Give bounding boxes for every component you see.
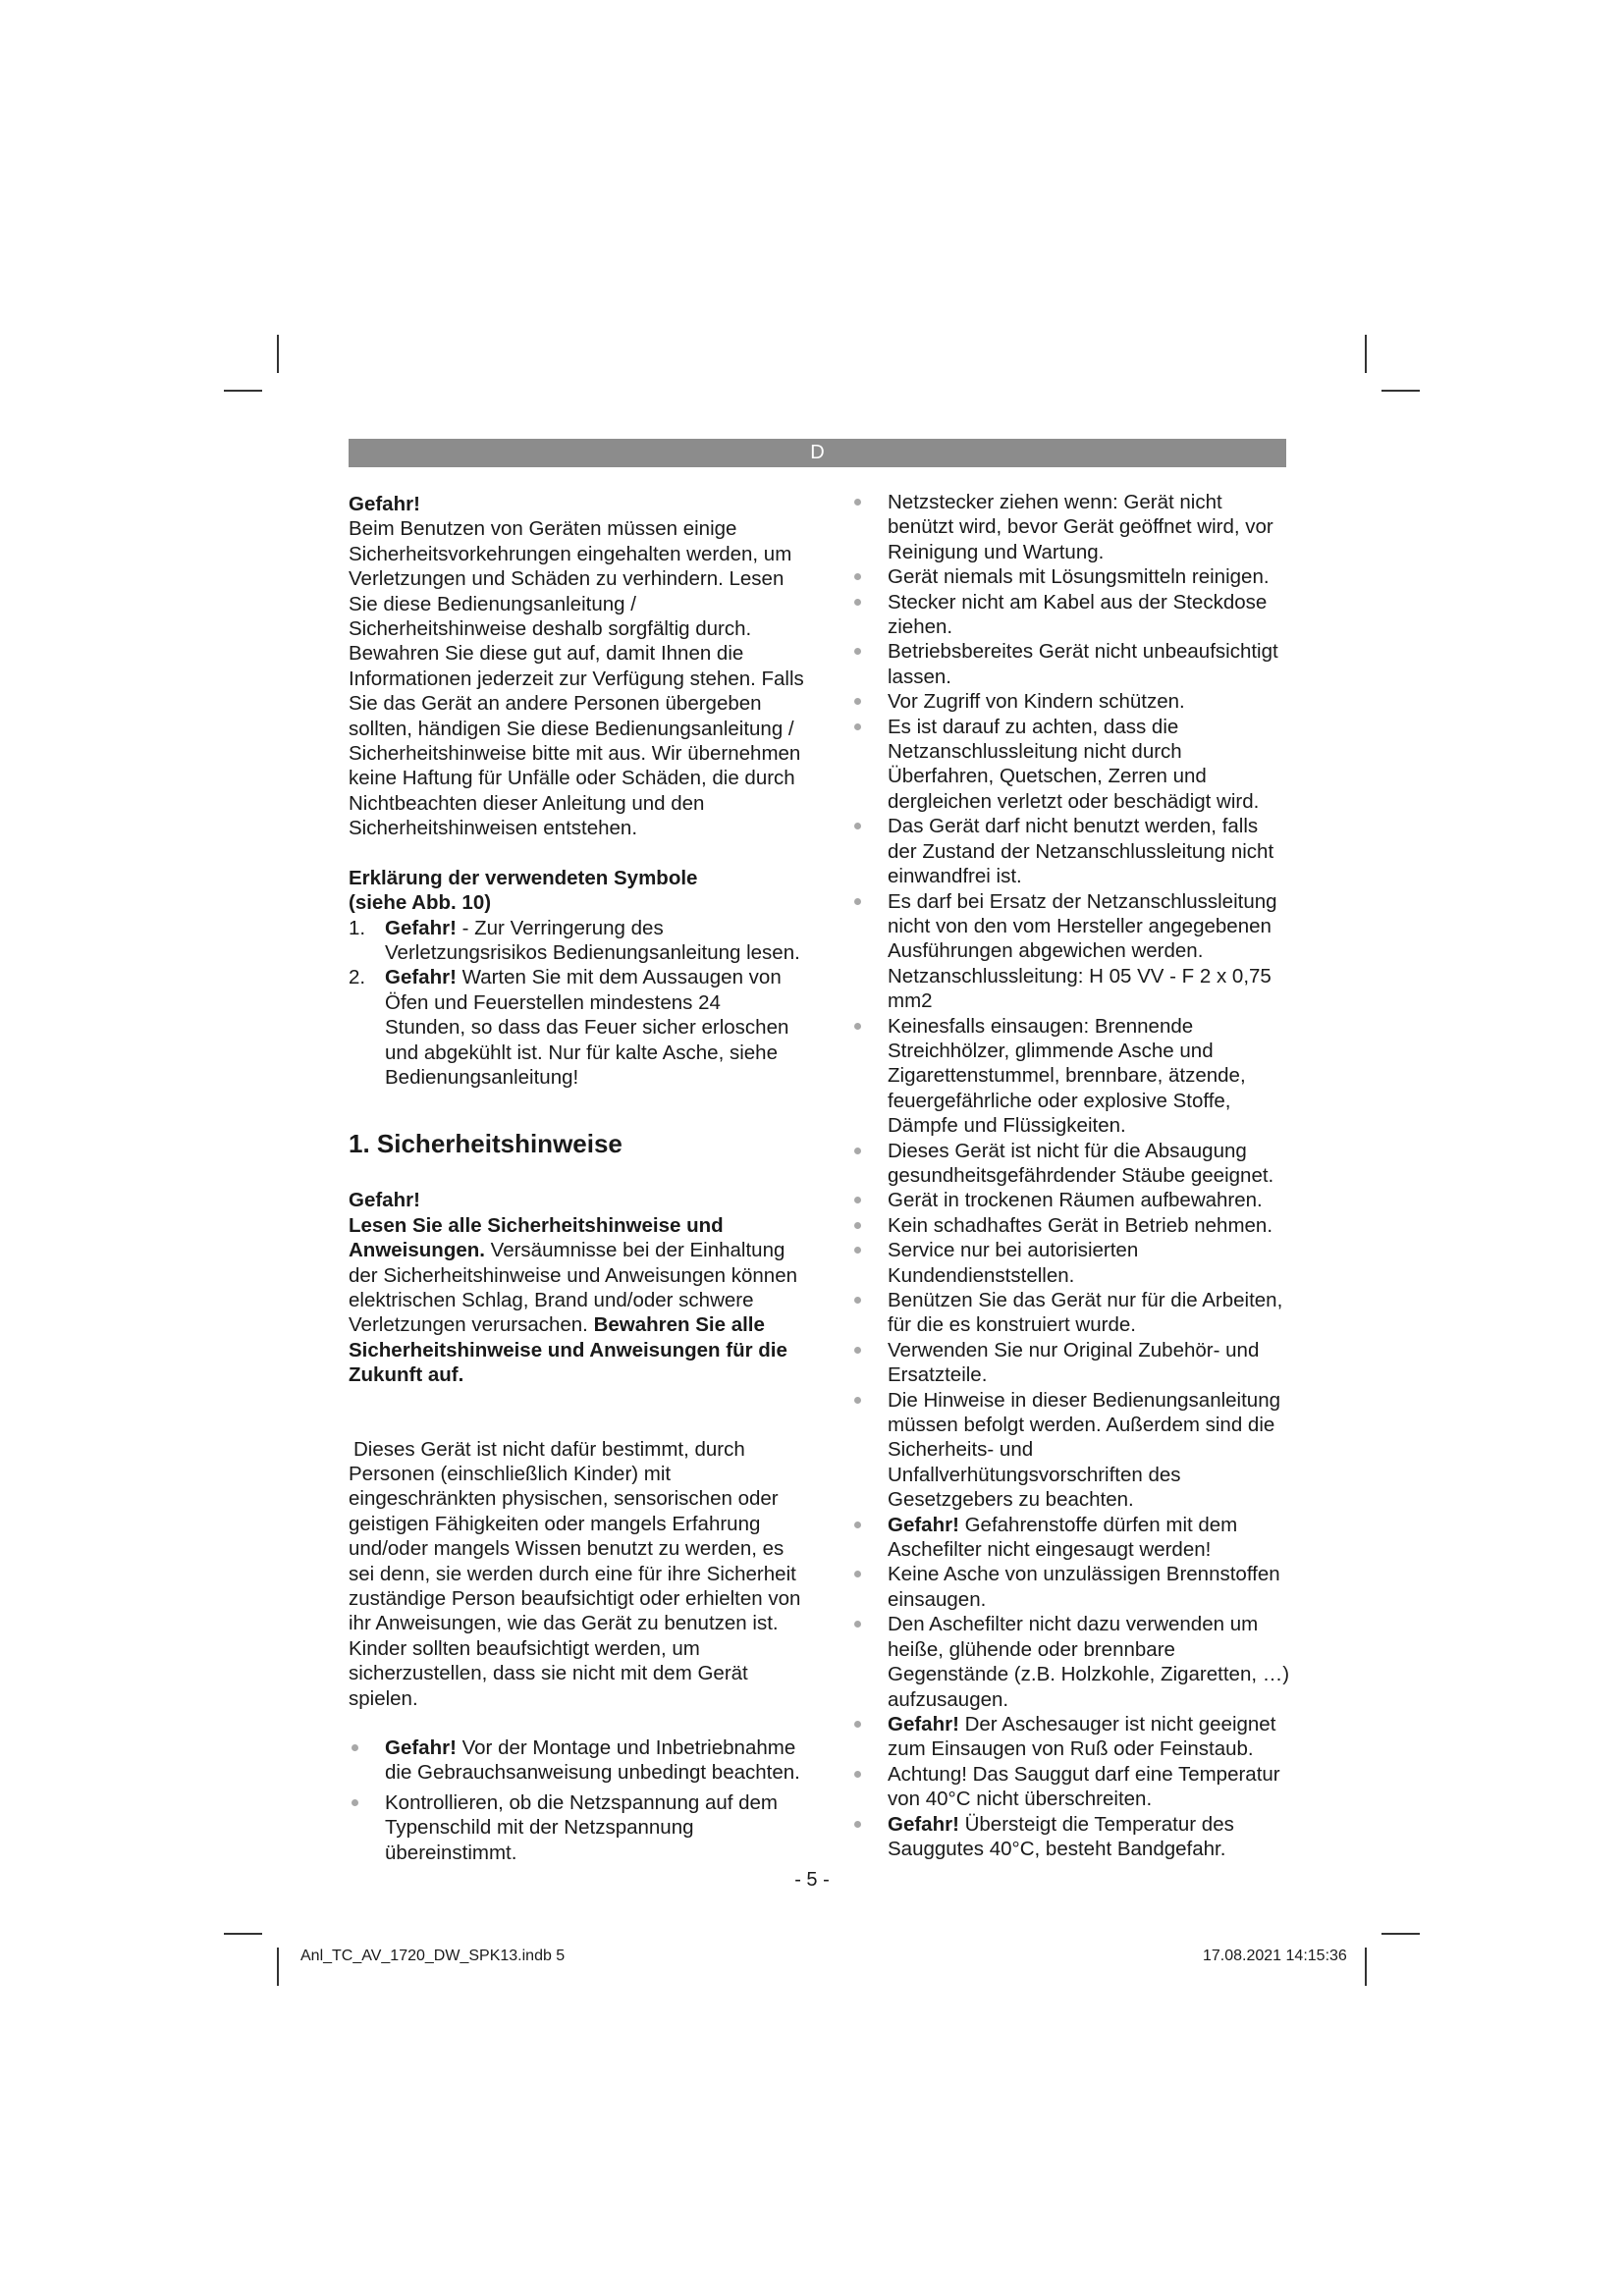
bullet-icon	[854, 648, 861, 655]
right-bullet-list	[851, 490, 1291, 1861]
list-item-text: Den Aschefilter nicht dazu verwenden um heiße, glühende oder brennbare Gegenstände (z.B. Holzkohle, Zigaretten, …) aufzusaugen.	[888, 1613, 1290, 1711]
list-item-text: Achtung! Das Sauggut darf eine Temperatur von 40°C nicht überschreiten.	[888, 1762, 1280, 1811]
list-item-text: Es ist darauf zu achten, dass die Netzanschlussleitung nicht durch Überfahren, Quetschen, Zerren und dergleichen verletzt oder beschädigt wird.	[888, 715, 1260, 813]
symbols-heading	[349, 866, 805, 916]
symbols-heading-line-1: Erklärung der verwendeten Symbole	[349, 866, 698, 889]
list-item	[851, 889, 1291, 1014]
warning-bold-1: Lesen Sie alle Sicherheitshinweise und Anweisungen.	[349, 1213, 724, 1262]
crop-mark-bottom-right-h	[1381, 1933, 1420, 1935]
left-bullet-list	[349, 1735, 805, 1865]
list-item	[851, 1014, 1291, 1139]
list-item	[851, 715, 1291, 815]
warning-heading: Gefahr!	[349, 1189, 420, 1212]
bullet-icon	[854, 1621, 861, 1628]
footer-datetime: 17.08.2021 14:15:36	[1203, 1948, 1347, 1964]
list-item-text: Vor Zugriff von Kindern schützen.	[888, 690, 1185, 714]
bullet-icon	[352, 1799, 358, 1806]
list-item-text: Keine Asche von unzulässigen Brennstoffen einsaugen.	[888, 1563, 1280, 1611]
bullet-icon	[854, 1771, 861, 1778]
children-paragraph: Dieses Gerät ist nicht dafür bestimmt, durch Personen (einschließlich Kinder) mit eingeschränkten physischen, sensorischen oder geistigen Fähigkeiten oder mangels Erfahrung und/oder mangels Wissen benutzt zu werden, es sei denn, sie werden durch eine für ihre Sicherheit zuständige Person beaufsichtigt oder erhielten von ihr Anweisungen, wie das Gerät zu benutzen ist. Kinder sollten beaufsichtigt werden, um sicherzustellen, dass sie nicht mit dem Gerät spielen.	[349, 1437, 801, 1710]
list-item-text: Die Hinweise in dieser Bedienungsanleitung müssen befolgt werden. Außerdem sind die Sicherheits- und Unfallverhütungsvorschriften des Gesetzgebers zu beachten.	[888, 1388, 1281, 1512]
list-item	[349, 965, 805, 1090]
bullet-icon	[854, 723, 861, 730]
crop-mark-top-left-v	[277, 335, 279, 373]
list-item-bold: Gefahr!	[385, 1736, 457, 1760]
list-item-text: Dieses Gerät ist nicht für die Absaugung gesundheitsgefährdender Stäube geeignet.	[888, 1139, 1274, 1187]
bullet-icon	[854, 1347, 861, 1354]
list-item-text: Gerät niemals mit Lösungsmitteln reinigen.	[888, 565, 1270, 589]
bullet-icon	[854, 1023, 861, 1030]
bullet-icon	[854, 823, 861, 829]
list-item	[349, 1735, 805, 1786]
bullet-icon	[854, 1197, 861, 1203]
bullet-icon	[854, 1821, 861, 1828]
intro-paragraph: Beim Benutzen von Geräten müssen einige Sicherheitsvorkehrungen eingehalten werden, um Verletzungen und Schäden zu verhindern. Lesen Sie diese Bedienungsanleitung / Sicherheitshinweise deshalb sorgfältig durch. Bewahren Sie diese gut auf, damit Ihnen die Informationen jederzeit zur Verfügung stehen. Falls Sie das Gerät an andere Personen übergeben sollten, händigen Sie diese Bedienungsanleitung / Sicherheitshinweise bitte mit aus. Wir übernehmen keine Haftung für Unfälle oder Schäden, die durch Nichtbeachten dieser Anleitung und den Sicherheitshinweisen entstehen.	[349, 517, 804, 840]
list-item	[851, 814, 1291, 888]
list-item	[851, 1562, 1291, 1612]
crop-mark-top-right-v	[1365, 335, 1367, 373]
list-item	[349, 1790, 805, 1865]
list-item-text: Es darf bei Ersatz der Netzanschlussleitung nicht von den vom Hersteller angegebenen Ausführungen abgewichen werden. Netzanschlussleitung: H 05 VV - F 2 x 0,75 mm2	[888, 889, 1277, 1013]
language-label: D	[810, 442, 825, 463]
warning-bold-2: Bewahren Sie alle Sicherheitshinweise und Anweisungen für die Zukunft auf.	[349, 1313, 787, 1387]
list-item-text: Der Aschesauger ist nicht geeignet zum Einsaugen von Ruß oder Feinstaub.	[888, 1712, 1276, 1761]
list-item-bold: Gefahr!	[888, 1812, 959, 1836]
warning-text: Versäumnisse bei der Einhaltung der Sicherheitshinweise und Anweisungen können elektrischen Schlag, Brand und/oder schwere Verletzungen verursachen.	[349, 1239, 798, 1337]
list-item-text: Das Gerät darf nicht benutzt werden, falls der Zustand der Netzanschlussleitung nicht einwandfrei ist.	[888, 815, 1274, 888]
symbols-heading-line-2: (siehe Abb. 10)	[349, 891, 492, 915]
list-item-text: Warten Sie mit dem Aussaugen von Öfen und Feuerstellen mindestens 24 Stunden, so dass das Feuer sicher erloschen und abgekühlt ist. Nur für kalte Asche, siehe Bedienungsanleitung!	[385, 966, 789, 1089]
crop-mark-bottom-left-v	[277, 1948, 279, 1986]
list-item-text: - Zur Verringerung des Verletzungsrisikos Bedienungsanleitung lesen.	[385, 916, 800, 964]
list-item-text: Service nur bei autorisierten Kundendienststellen.	[888, 1239, 1139, 1287]
list-item	[851, 1338, 1291, 1388]
list-item	[851, 1712, 1291, 1762]
list-item-bold: Gefahr!	[888, 1513, 959, 1536]
section-title: 1. Sicherheitshinweise	[349, 1129, 623, 1159]
list-item-text: Keinesfalls einsaugen: Brennende Streichhölzer, glimmende Asche und Zigarettenstummel, brennbare, ätzende, feuergefährliche oder explosive Stoffe, Dämpfe und Flüssigkeiten.	[888, 1014, 1246, 1138]
list-item-text: Gefahrenstoffe dürfen mit dem Aschefilter nicht eingesaugt werden!	[888, 1513, 1238, 1562]
footer-file: Anl_TC_AV_1720_DW_SPK13.indb 5	[300, 1948, 566, 1964]
bullet-icon	[854, 1522, 861, 1528]
list-item-text: Benützen Sie das Gerät nur für die Arbeiten, für die es konstruiert wurde.	[888, 1289, 1283, 1337]
language-header-bar	[349, 439, 1286, 467]
list-item	[851, 1513, 1291, 1563]
bullet-icon	[854, 599, 861, 606]
list-item	[851, 1288, 1291, 1338]
bullet-icon	[854, 1148, 861, 1154]
bullet-icon	[854, 1222, 861, 1229]
right-column	[851, 490, 1291, 1861]
list-item-text: Verwenden Sie nur Original Zubehör- und Ersatzteile.	[888, 1338, 1260, 1387]
list-item-number: 1.	[349, 916, 366, 939]
bullet-icon	[854, 1571, 861, 1577]
list-item-bold: Gefahr!	[888, 1712, 959, 1735]
list-item-text: Übersteigt die Temperatur des Sauggutes 40°C, besteht Bandgefahr.	[888, 1812, 1234, 1860]
list-item-text: Kein schadhaftes Gerät in Betrieb nehmen.	[888, 1213, 1273, 1237]
bullet-icon	[854, 1397, 861, 1404]
list-item-text: Gerät in trockenen Räumen aufbewahren.	[888, 1189, 1263, 1212]
list-item	[851, 1188, 1291, 1212]
list-item	[349, 916, 805, 966]
bullet-icon	[854, 1297, 861, 1304]
list-item	[851, 1388, 1291, 1513]
warning-paragraph	[349, 1213, 805, 1388]
bullet-icon	[352, 1744, 358, 1751]
symbols-list	[349, 916, 805, 1091]
list-item	[851, 1213, 1291, 1238]
bullet-icon	[854, 1721, 861, 1728]
list-item	[851, 490, 1291, 564]
list-item-text: Kontrollieren, ob die Netzspannung auf dem Typenschild mit der Netzspannung übereinstimmt.	[385, 1790, 779, 1864]
list-item	[851, 1612, 1291, 1712]
intro-heading: Gefahr!	[349, 493, 420, 515]
bullet-icon	[854, 573, 861, 580]
list-item	[851, 1812, 1291, 1862]
bullet-icon	[854, 499, 861, 506]
list-item-bold: Gefahr!	[385, 916, 457, 939]
list-item-number: 2.	[349, 966, 366, 989]
crop-mark-top-right-h	[1381, 390, 1420, 392]
page-number: - 5 -	[794, 1869, 830, 1891]
list-item-text: Vor der Montage und Inbetriebnahme die Gebrauchsanweisung unbedingt beachten.	[385, 1736, 800, 1785]
bullet-icon	[854, 698, 861, 705]
list-item	[851, 564, 1291, 589]
list-item	[851, 639, 1291, 689]
list-item	[851, 1762, 1291, 1812]
crop-mark-top-left-h	[224, 390, 262, 392]
crop-mark-bottom-left-h	[224, 1933, 262, 1935]
list-item	[851, 1139, 1291, 1189]
left-column	[349, 492, 805, 1870]
list-item-text: Betriebsbereites Gerät nicht unbeaufsichtigt lassen.	[888, 640, 1278, 688]
crop-mark-bottom-right-v	[1365, 1948, 1367, 1986]
bullet-icon	[854, 1247, 861, 1254]
list-item-text: Stecker nicht am Kabel aus der Steckdose ziehen.	[888, 590, 1268, 639]
list-item	[851, 590, 1291, 640]
list-item	[851, 689, 1291, 714]
bullet-icon	[854, 898, 861, 905]
list-item-text: Netzstecker ziehen wenn: Gerät nicht benützt wird, bevor Gerät geöffnet wird, vor Reinigung und Wartung.	[888, 491, 1273, 563]
list-item-bold: Gefahr!	[385, 966, 457, 989]
list-item	[851, 1238, 1291, 1288]
